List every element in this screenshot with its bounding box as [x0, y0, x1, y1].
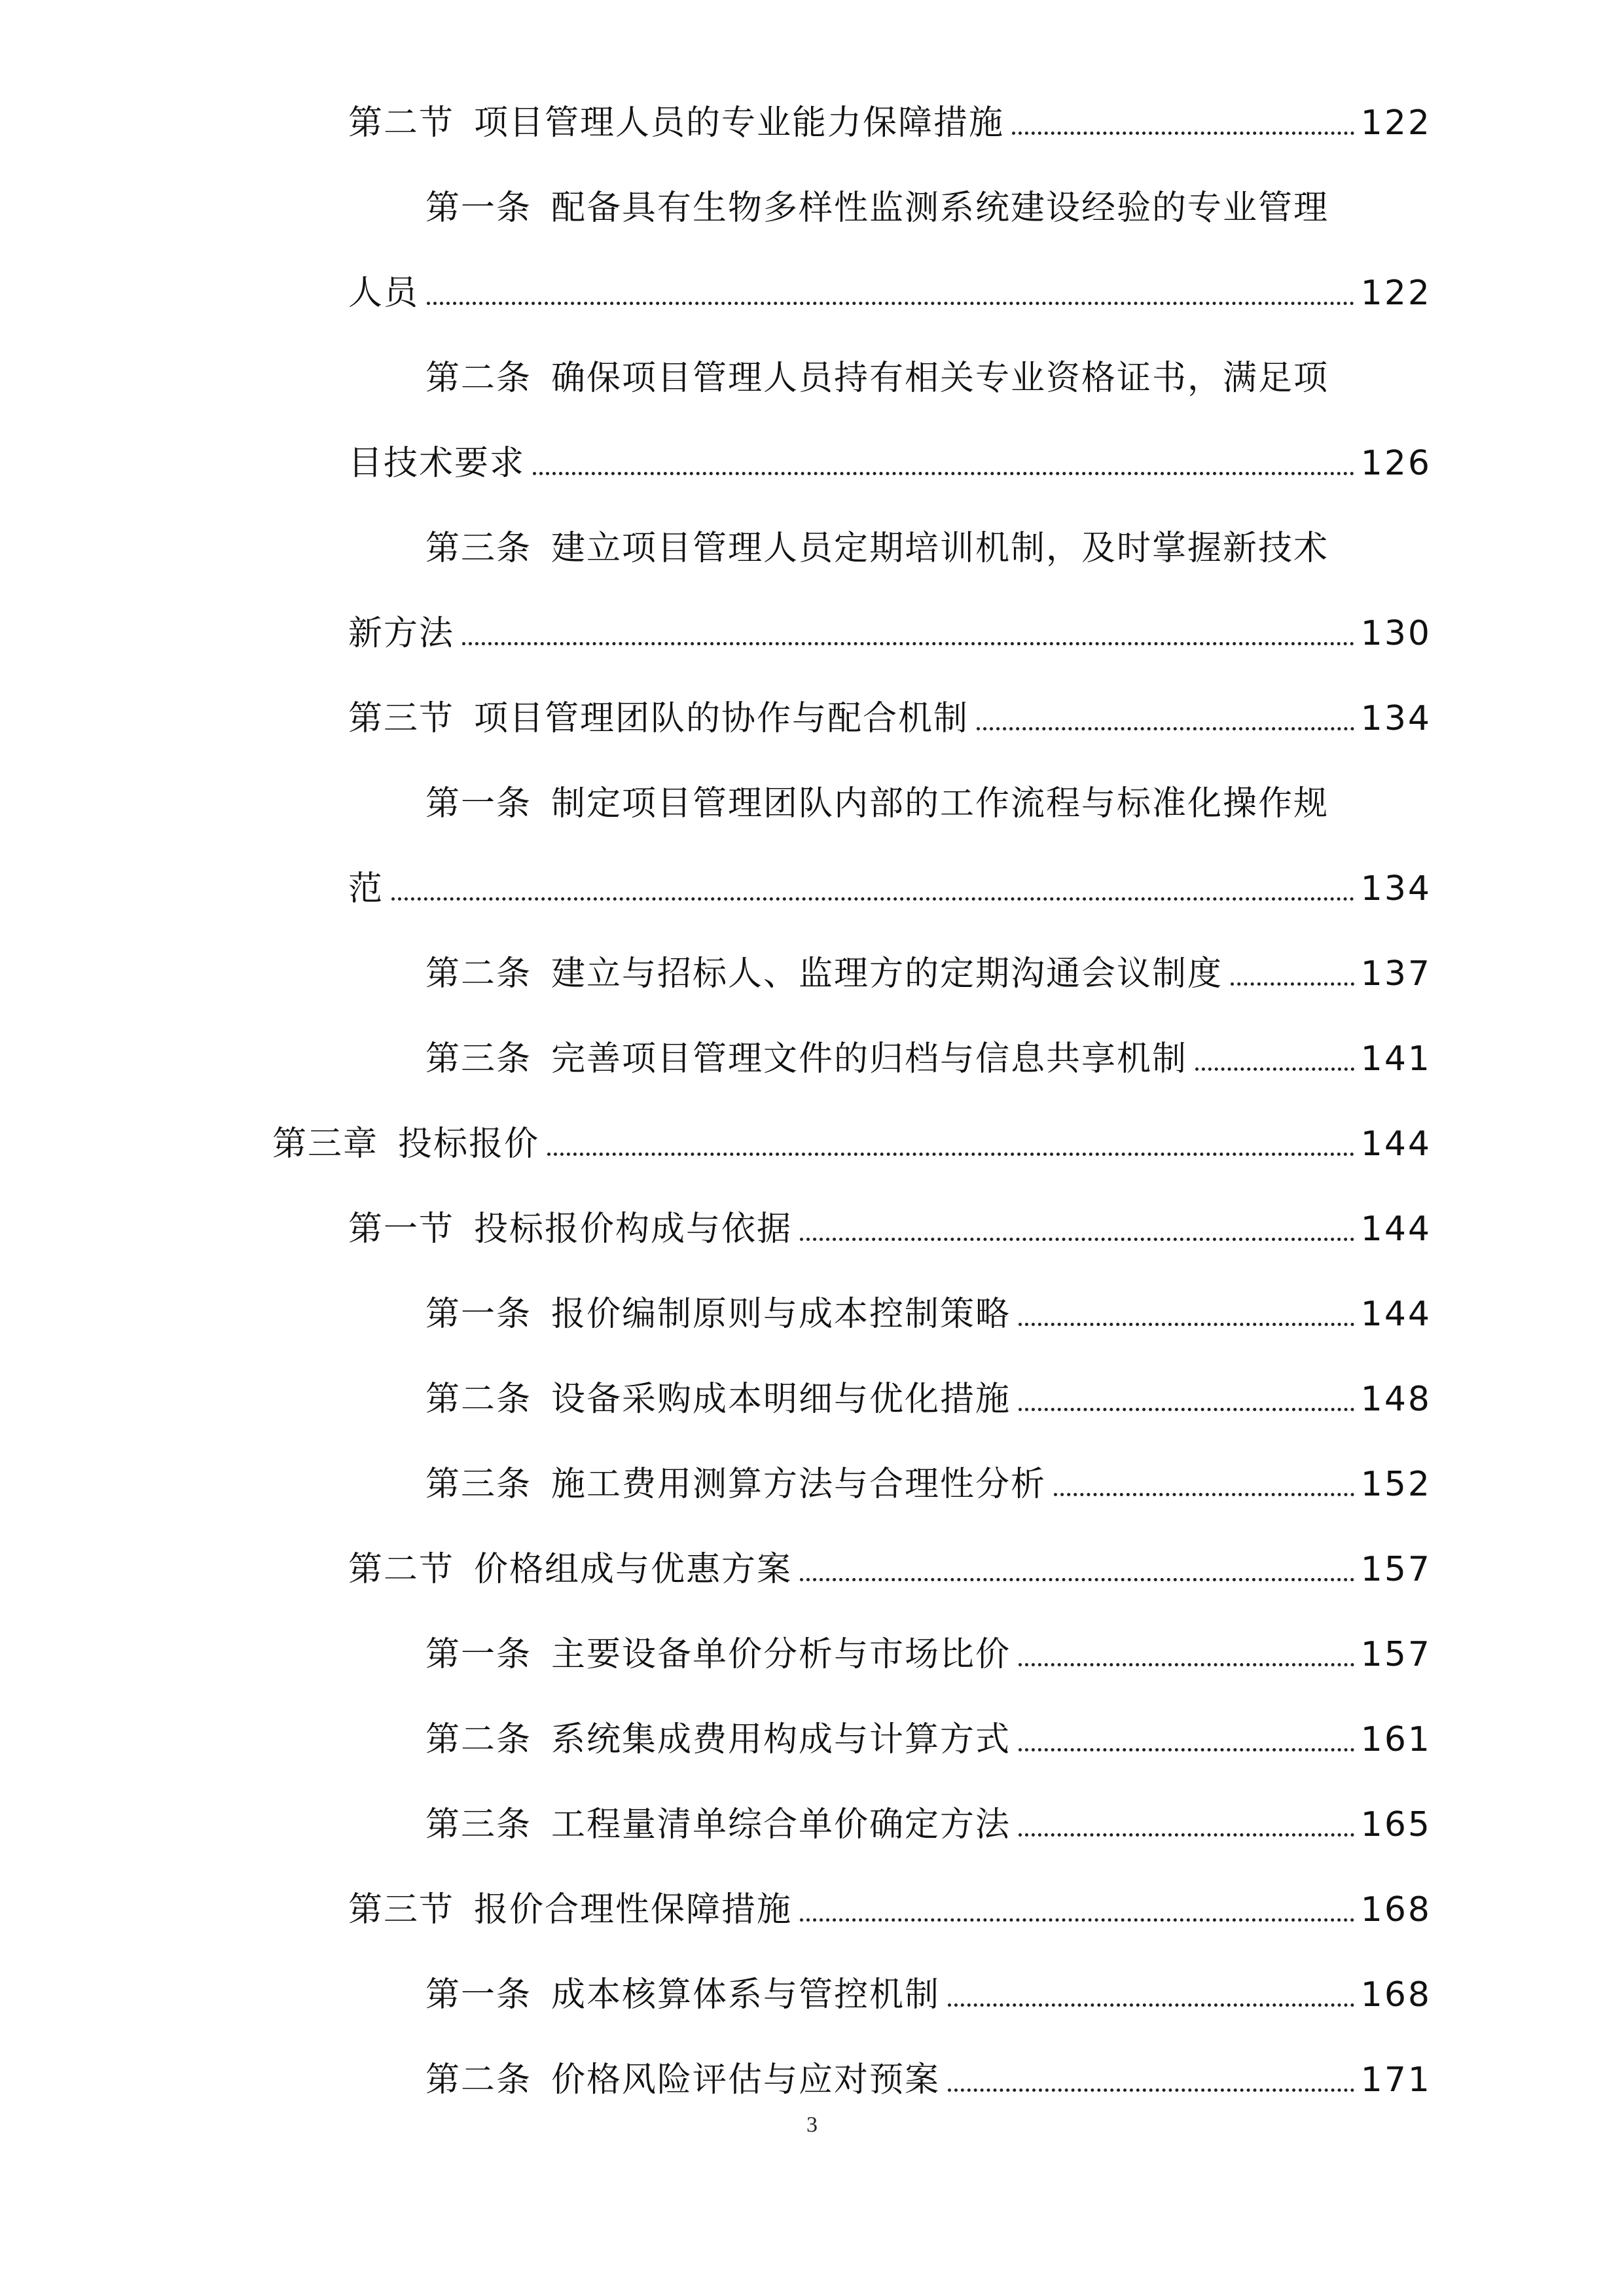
- toc-entry-title: 报价合理性保障措施: [474, 1890, 793, 1929]
- toc-entry-article[interactable]: [0, 1689, 1624, 1774]
- toc-entry-article[interactable]: [0, 923, 1624, 1008]
- toc-entry-page-number: 152: [1360, 1465, 1432, 1504]
- toc-entry-title: 确保项目管理人员持有相关专业资格证书，满足项: [551, 359, 1329, 398]
- toc-entry-page-number: 157: [1360, 1550, 1432, 1589]
- toc-entry-title: 主要设备单价分析与市场比价: [551, 1635, 1011, 1674]
- toc-entry-page-number: 168: [1360, 1975, 1432, 2015]
- toc-entry-line: [272, 1093, 1432, 1178]
- dot-leader: [1019, 1663, 1354, 1666]
- toc-entry-title: 制定项目管理团队内部的工作流程与标准化操作规: [551, 784, 1329, 823]
- toc-entry-article[interactable]: [0, 327, 1624, 497]
- dot-leader: [1019, 1408, 1354, 1411]
- toc-entry-label: 第二节: [348, 1550, 455, 1589]
- toc-entry-section[interactable]: [0, 1859, 1624, 1944]
- dot-leader: [533, 472, 1354, 475]
- toc-entry-label: 第二条: [425, 1380, 532, 1419]
- toc-entry-title: 报价编制原则与成本控制策略: [551, 1295, 1011, 1334]
- toc-entry-label: 第二条: [425, 2060, 532, 2100]
- dot-leader: [977, 727, 1354, 730]
- toc-entry-article[interactable]: [0, 1774, 1624, 1859]
- toc-entry-title-continued: 目技术要求: [348, 444, 526, 483]
- toc-entry-article[interactable]: [0, 157, 1624, 327]
- toc-entry-line: [348, 1178, 1432, 1263]
- toc-entry-title: 工程量清单综合单价确定方法: [551, 1805, 1011, 1844]
- toc-entry-first-line: [425, 157, 1401, 242]
- toc-entry-second-line: [348, 583, 1432, 668]
- toc-entry-second-line: [348, 838, 1432, 923]
- toc-entry-page-number: 137: [1360, 954, 1432, 994]
- toc-entry-first-line: [425, 753, 1401, 838]
- toc-entry-title: 投标报价构成与依据: [474, 1210, 793, 1249]
- toc-entry-line: [425, 2029, 1432, 2114]
- dot-leader: [1054, 1493, 1354, 1496]
- toc-entry-title: 项目管理团队的协作与配合机制: [474, 699, 969, 738]
- dot-leader: [547, 1153, 1354, 1156]
- toc-entry-title: 设备采购成本明细与优化措施: [551, 1380, 1011, 1419]
- toc-entry-label: 第一条: [425, 1975, 532, 2015]
- toc-entry-title: 施工费用测算方法与合理性分析: [551, 1465, 1047, 1504]
- toc-entry-line: [425, 1263, 1432, 1348]
- toc-entry-title: 价格组成与优惠方案: [474, 1550, 793, 1589]
- dot-leader: [1195, 1067, 1354, 1071]
- toc-entry-line: [348, 1518, 1432, 1604]
- toc-entry-label: 第一条: [425, 1295, 532, 1334]
- toc-entry-title: 配备具有生物多样性监测系统建设经验的专业管理: [551, 188, 1329, 228]
- toc-entry-label: 第一条: [425, 188, 532, 228]
- toc-entry-line: [425, 1944, 1432, 2029]
- toc-entry-page-number: 144: [1360, 1210, 1432, 1249]
- dot-leader: [948, 2003, 1354, 2007]
- toc-entry-title: 建立与招标人、监理方的定期沟通会议制度: [551, 954, 1223, 994]
- toc-entry-page-number: 171: [1360, 2060, 1432, 2100]
- toc-entry-page-number: 157: [1360, 1635, 1432, 1674]
- toc-entry-title: 投标报价: [398, 1124, 540, 1164]
- toc-entry-page-number: 130: [1360, 614, 1432, 653]
- toc-entry-label: 第一条: [425, 784, 532, 823]
- toc-entry-line: [425, 1008, 1432, 1093]
- toc-entry-title-continued: 新方法: [348, 614, 455, 653]
- toc-entry-page-number: 134: [1360, 699, 1432, 738]
- dot-leader: [800, 1238, 1354, 1241]
- toc-entry-article[interactable]: [0, 1008, 1624, 1093]
- toc-entry-label: 第三条: [425, 1805, 532, 1844]
- toc-entry-page-number: 168: [1360, 1890, 1432, 1929]
- toc-entry-label: 第二节: [348, 103, 455, 143]
- toc-entry-page-number: 161: [1360, 1720, 1432, 1759]
- toc-entry-page-number: 144: [1360, 1295, 1432, 1334]
- toc-entry-first-line: [425, 497, 1401, 583]
- toc-entry-line: [425, 1433, 1432, 1518]
- toc-entry-title-continued: 人员: [348, 274, 420, 313]
- dot-leader: [1019, 1323, 1354, 1326]
- toc-entry-title: 完善项目管理文件的归档与信息共享机制: [551, 1039, 1188, 1079]
- toc-entry-title: 价格风险评估与应对预案: [551, 2060, 941, 2100]
- toc-entry-page-number: 148: [1360, 1380, 1432, 1419]
- toc-entry-title: 建立项目管理人员定期培训机制，及时掌握新技术: [551, 529, 1329, 568]
- toc-entry-page-number: 141: [1360, 1039, 1432, 1079]
- toc-entry-label: 第二条: [425, 1720, 532, 1759]
- dot-leader: [462, 642, 1354, 645]
- toc-entry-article[interactable]: [0, 497, 1624, 668]
- toc-entry-line: [425, 923, 1432, 1008]
- dot-leader: [391, 897, 1354, 901]
- toc-entry-article[interactable]: [0, 1433, 1624, 1518]
- toc-entry-page-number: 144: [1360, 1124, 1432, 1164]
- toc-entry-label: 第三条: [425, 1039, 532, 1079]
- toc-entry-line: [425, 1604, 1432, 1689]
- toc-entry-label: 第三节: [348, 1890, 455, 1929]
- toc-entry-section[interactable]: [0, 1518, 1624, 1604]
- dot-leader: [1019, 1833, 1354, 1837]
- toc-entry-title: 成本核算体系与管控机制: [551, 1975, 941, 2015]
- toc-entry-line: [348, 1859, 1432, 1944]
- toc-entry-first-line: [425, 327, 1401, 412]
- toc-entry-label: 第三条: [425, 1465, 532, 1504]
- footer-page-number: 3: [806, 2113, 818, 2137]
- dot-leader: [427, 302, 1354, 305]
- dot-leader: [800, 1918, 1354, 1922]
- toc-entry-article[interactable]: [0, 753, 1624, 923]
- toc-entry-title-continued: 范: [348, 869, 384, 908]
- toc-entry-line: [425, 1689, 1432, 1774]
- toc-entry-label: 第三章: [272, 1124, 379, 1164]
- toc-entry-label: 第三节: [348, 699, 455, 738]
- toc-entry-article[interactable]: [0, 2029, 1624, 2114]
- toc-entry-label: 第一条: [425, 1635, 532, 1674]
- toc-entry-page-number: 165: [1360, 1805, 1432, 1844]
- toc-entry-article[interactable]: [0, 1604, 1624, 1689]
- toc-entry-article[interactable]: [0, 1944, 1624, 2029]
- toc-entry-chapter[interactable]: [0, 1093, 1624, 1178]
- toc-entry-label: 第一节: [348, 1210, 455, 1249]
- toc-entry-page-number: 122: [1360, 274, 1432, 313]
- toc-entry-second-line: [348, 242, 1432, 327]
- toc-entry-label: 第二条: [425, 359, 532, 398]
- toc-entry-label: 第二条: [425, 954, 532, 994]
- toc-entry-article[interactable]: [0, 1348, 1624, 1433]
- toc-entry-line: [348, 72, 1432, 157]
- toc-entry-section[interactable]: [0, 668, 1624, 753]
- toc-entry-line: [348, 668, 1432, 753]
- toc-entry-article[interactable]: [0, 1263, 1624, 1348]
- toc-entry-title: 系统集成费用构成与计算方式: [551, 1720, 1011, 1759]
- toc-entry-section[interactable]: [0, 72, 1624, 157]
- toc-entry-page-number: 122: [1360, 103, 1432, 143]
- toc-entry-title: 项目管理人员的专业能力保障措施: [474, 103, 1005, 143]
- toc-entry-section[interactable]: [0, 1178, 1624, 1263]
- toc-entry-page-number: 126: [1360, 444, 1432, 483]
- toc-entry-label: 第三条: [425, 529, 532, 568]
- toc-entry-second-line: [348, 412, 1432, 497]
- dot-leader: [800, 1578, 1354, 1581]
- dot-leader: [948, 2089, 1354, 2092]
- toc-entry-page-number: 134: [1360, 869, 1432, 908]
- toc-entry-line: [425, 1774, 1432, 1859]
- dot-leader: [1012, 132, 1354, 135]
- table-of-contents: [0, 72, 1624, 2114]
- dot-leader: [1231, 982, 1354, 986]
- toc-entry-line: [425, 1348, 1432, 1433]
- dot-leader: [1019, 1748, 1354, 1751]
